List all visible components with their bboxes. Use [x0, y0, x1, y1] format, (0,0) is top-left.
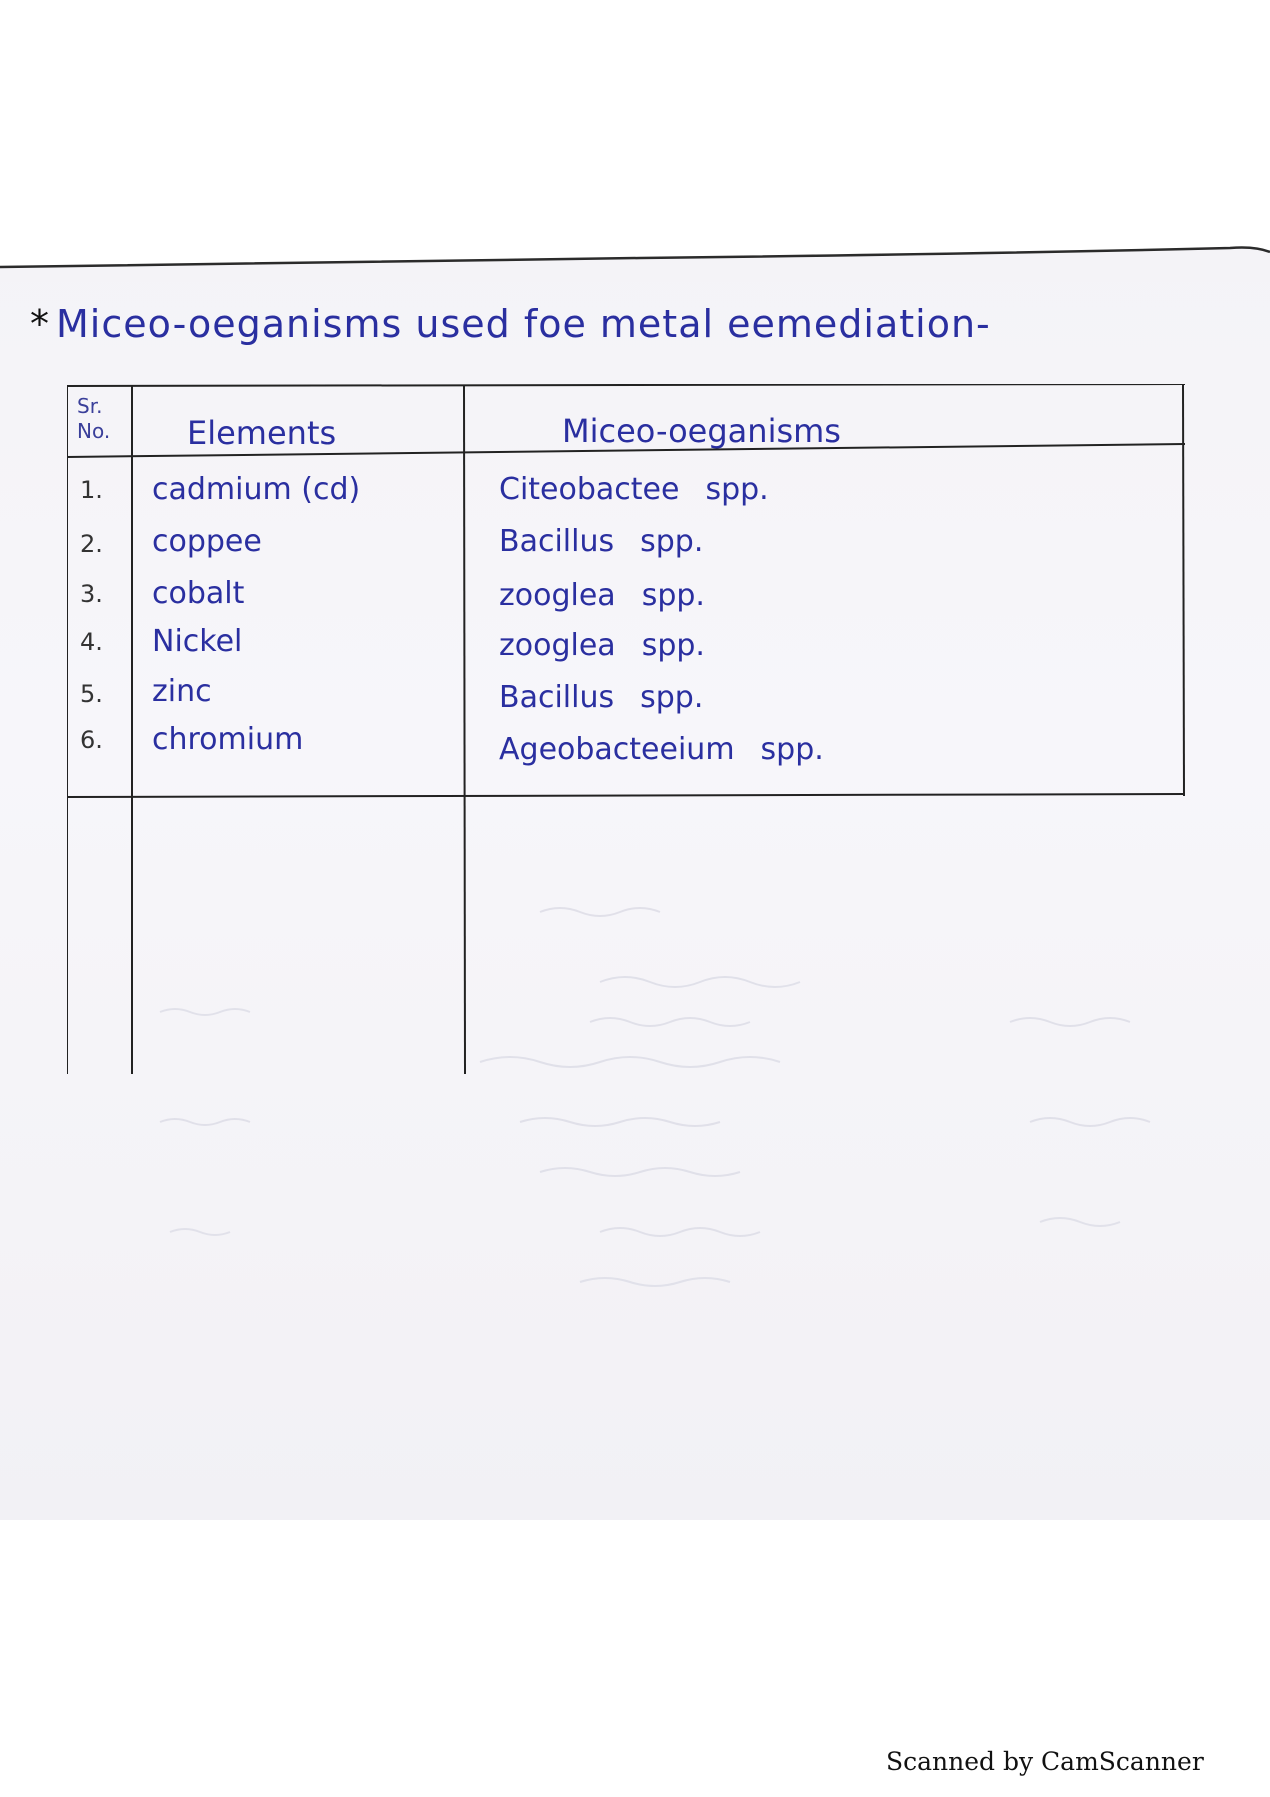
heading-text: Miceo-oeganisms used foe metal eemediation-	[56, 302, 991, 346]
row-6-number: 6.	[80, 726, 103, 754]
page-top-edge	[0, 222, 1270, 282]
metal-remediation-table	[67, 384, 1187, 1074]
row-5-number: 5.	[80, 680, 103, 708]
row-2-element: coppee	[152, 524, 262, 559]
row-5-element: zinc	[152, 674, 212, 709]
star-bullet-icon: *	[30, 302, 50, 346]
page-heading	[30, 302, 991, 346]
row-5-organism: Bacillus spp.	[499, 680, 704, 715]
row-1-number: 1.	[80, 476, 103, 504]
row-2-number: 2.	[80, 530, 103, 558]
header-sr-no: Sr. No.	[77, 394, 111, 443]
row-6-organism: Ageobacteeium spp.	[499, 732, 824, 767]
row-2-organism: Bacillus spp.	[499, 524, 704, 559]
row-4-element: Nickel	[152, 624, 243, 659]
row-6-element: chromium	[152, 722, 304, 757]
header-elements: Elements	[187, 414, 337, 452]
row-1-organism: Citeobactee spp.	[499, 472, 769, 507]
scanner-watermark: Scanned by CamScanner	[886, 1747, 1204, 1776]
row-4-organism: zooglea spp.	[499, 628, 705, 663]
row-3-number: 3.	[80, 580, 103, 608]
row-3-organism: zooglea spp.	[499, 578, 705, 613]
row-4-number: 4.	[80, 628, 103, 656]
header-microorganisms: Miceo-oeganisms	[562, 412, 841, 450]
row-3-element: cobalt	[152, 576, 245, 611]
notebook-page	[0, 222, 1270, 1520]
row-1-element: cadmium (cd)	[152, 472, 361, 507]
